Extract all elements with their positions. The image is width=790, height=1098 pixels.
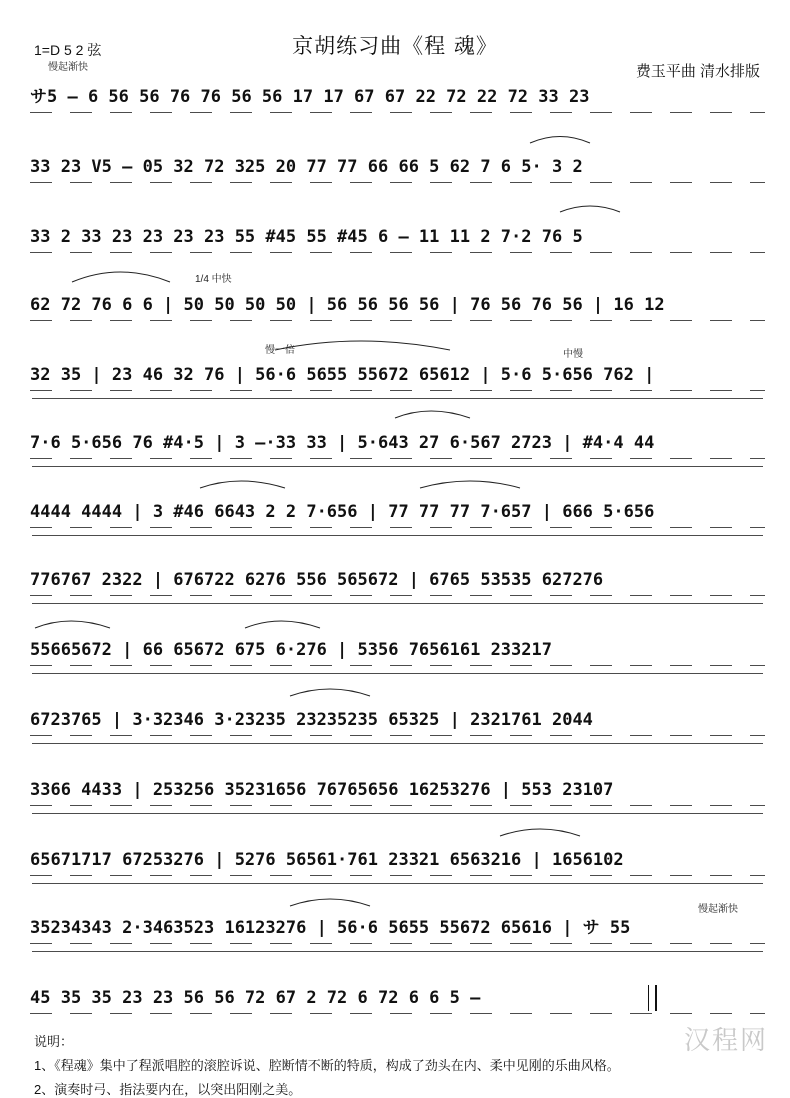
final-barline [648, 985, 657, 1011]
slur [420, 481, 520, 488]
composer-credit: 费玉平曲 清水排版 [635, 63, 760, 80]
score-row-text: 7·6 5·656 76 #4·5 | 3 –·33 33 | 5·643 27 6·567 2723 | #4·4 44 [30, 433, 655, 453]
score-row-text: 55665672 | 66 65672 675 6·276 | 5356 7656161 233217 [30, 640, 552, 660]
tempo-mark-start: 慢起渐快 [48, 62, 88, 73]
score-row-4 [30, 290, 765, 320]
score-row-1 [30, 82, 765, 112]
slur [245, 621, 320, 628]
beam-lines [30, 458, 765, 466]
slur [290, 899, 370, 906]
beam-lines [30, 595, 765, 603]
tempo-mark-quarter: 1/4 中快 [195, 274, 232, 285]
slur [275, 341, 450, 350]
score-row-8 [30, 565, 765, 595]
score-row-text: 3366 4433 | 253256 35231656 76765656 16253276 | 553 23107 [30, 780, 614, 800]
slur [35, 621, 110, 628]
beam-lines [30, 320, 765, 328]
page-title: 京胡练习曲《程 魂》 [292, 34, 498, 58]
score-row-text: 62 72 76 6 6 | 50 50 50 50 | 56 56 56 56 | 76 56 76 56 | 16 12 [30, 295, 665, 315]
beam-lines [30, 735, 765, 743]
score-row-12 [30, 845, 765, 875]
beam-lines [30, 182, 765, 190]
key-signature: 1=D 5 2 弦 [34, 42, 102, 58]
slur [530, 137, 590, 144]
note-item: 2、演奏时弓、指法要内在，以突出阳刚之美。 [34, 1082, 302, 1097]
score-row-text: 6723765 | 3·32346 3·23235 23235235 65325 | 2321761 2044 [30, 710, 593, 730]
watermark-logo: 汉程网 [683, 1026, 768, 1056]
slur [500, 829, 580, 836]
beam-lines [30, 665, 765, 673]
beam-lines [30, 805, 765, 813]
score-row-13 [30, 913, 765, 943]
score-row-text: 776767 2322 | 676722 6276 556 565672 | 6765 53535 627276 [30, 570, 604, 590]
slur [290, 689, 370, 696]
score-row-text: 45 35 35 23 23 56 56 72 67 2 72 6 72 6 6 5 – [30, 988, 481, 1008]
score-row-text: 33 2 33 23 23 23 23 55 #45 55 #45 6 – 11 11 2 7·2 76 5 [30, 227, 583, 247]
score-row-text: 65671717 67253276 | 5276 56561·761 23321 6563216 | 1656102 [30, 850, 624, 870]
score-row-text: 4444 4444 | 3 #46 6643 2 2 7·656 | 77 77 77 7·657 | 666 5·656 [30, 502, 655, 522]
beam-lines [30, 390, 765, 398]
beam-lines [30, 1013, 765, 1021]
score-row-5 [30, 360, 765, 390]
beam-lines [30, 943, 765, 951]
score-row-6 [30, 428, 765, 458]
note-item: 1、《程魂》集中了程派唱腔的滚腔诉说、腔断情不断的特质，构成了劲头在内、柔中见刚的乐曲风格。 [34, 1058, 620, 1073]
slur [72, 272, 170, 282]
score-row-7 [30, 497, 765, 527]
tempo-mark-slow: 慢一倍 [265, 345, 295, 356]
tempo-mark-end: 慢起渐快 [698, 904, 738, 915]
slur [200, 481, 285, 488]
notes-label: 说明： [34, 1034, 74, 1049]
score-row-11 [30, 775, 765, 805]
tempo-mark-mid: 中慢 [563, 349, 583, 360]
beam-lines [30, 112, 765, 120]
score-row-3 [30, 222, 765, 252]
score-row-text: 32 35 | 23 46 32 76 | 56·6 5655 55672 65612 | 5·6 5·656 762 | [30, 365, 655, 385]
score-row-2 [30, 152, 765, 182]
score-row-text: 33 23 V5 — 05 32 72 325 20 77 77 66 66 5 62 7 6 5· 3 2 [30, 157, 583, 177]
slur [560, 206, 620, 212]
beam-lines [30, 252, 765, 260]
score-row-text: 35234343 2·3463523 16123276 | 56·6 5655 55672 65616 | サ 55 [30, 918, 631, 938]
score-row-10 [30, 705, 765, 735]
score-row-9 [30, 635, 765, 665]
beam-lines [30, 527, 765, 535]
beam-lines [30, 875, 765, 883]
score-row-text: サ5 – 6 56 56 76 76 56 56 17 17 67 67 22 72 22 72 33 23 [30, 87, 590, 107]
slur [395, 411, 470, 418]
